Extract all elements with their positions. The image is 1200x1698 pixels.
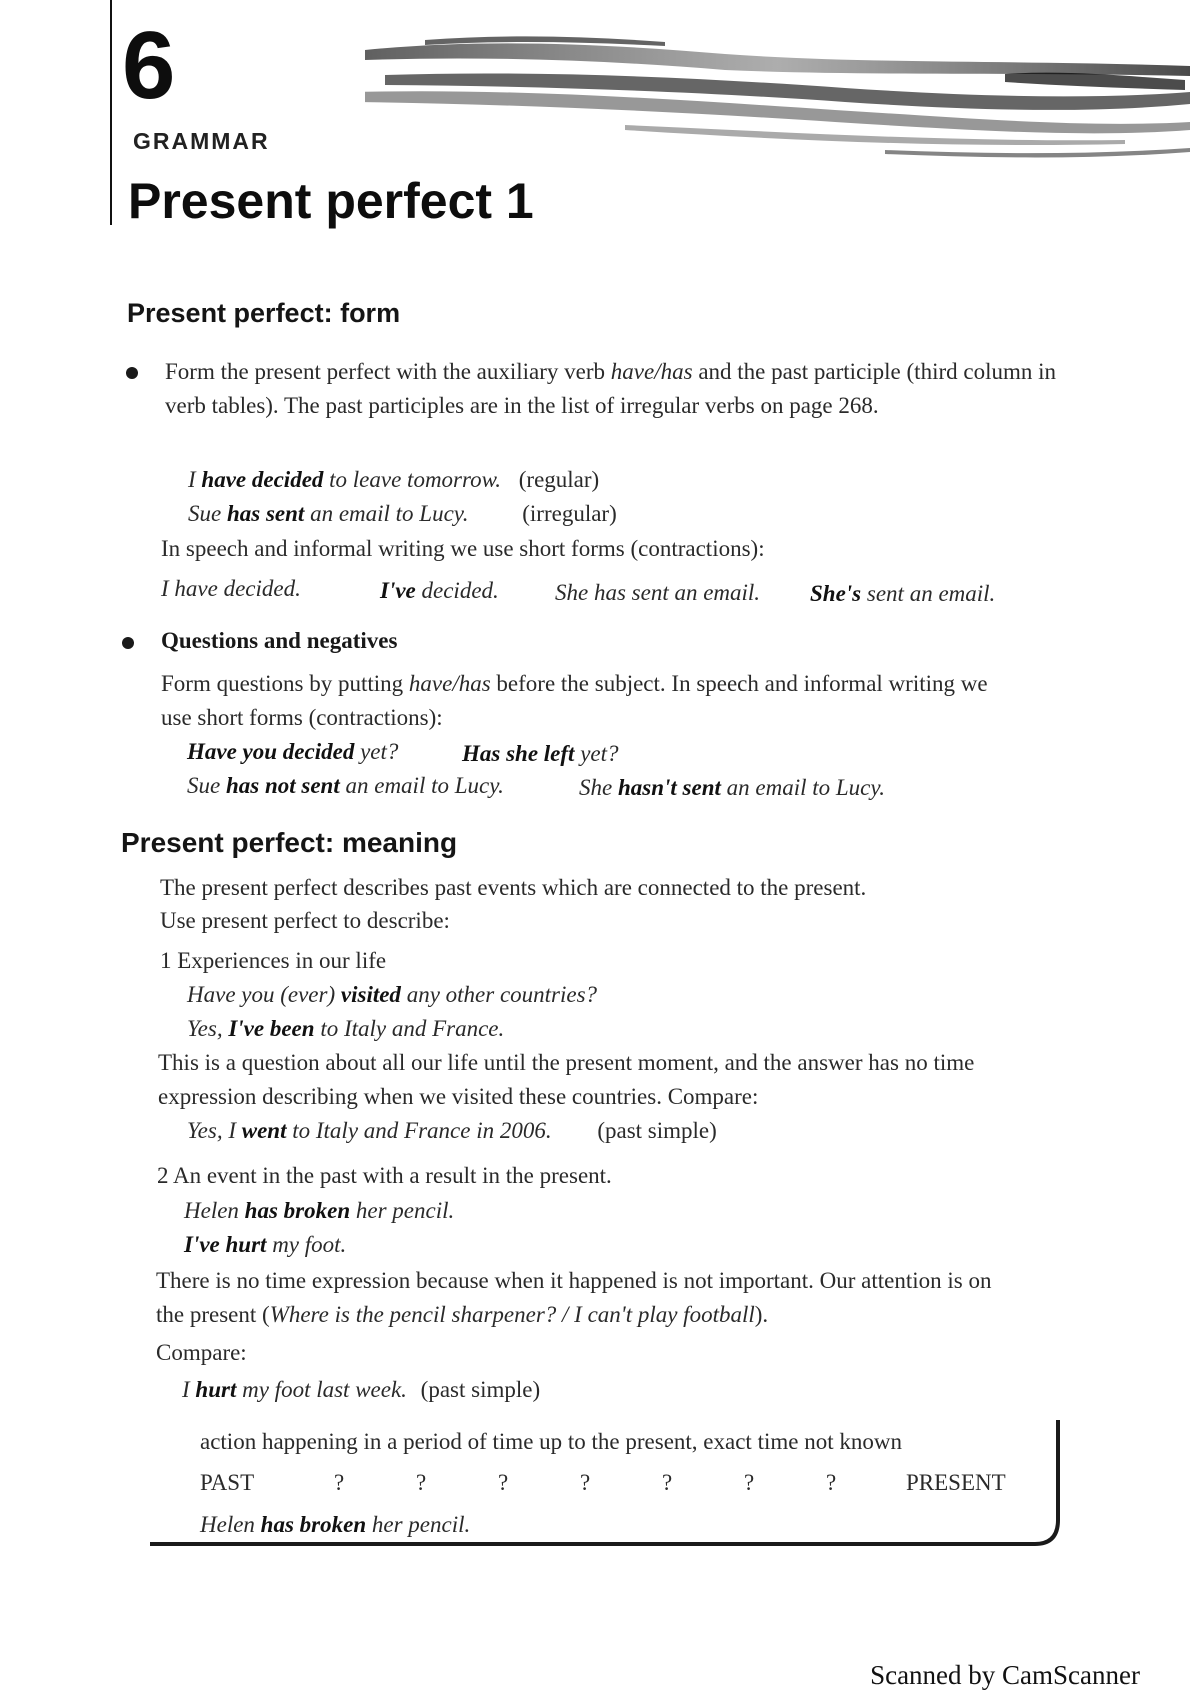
timeline-mark: ? xyxy=(498,1470,509,1495)
questions-heading: Questions and negatives xyxy=(161,628,398,653)
decorative-streaks xyxy=(365,30,1190,160)
compare-label: Compare: xyxy=(156,1340,247,1365)
item2-example-1: Helen has broken her pencil. xyxy=(184,1198,455,1223)
contractions-intro: In speech and informal writing we use short forms (contractions): xyxy=(161,536,765,561)
section-heading-meaning: Present perfect: meaning xyxy=(121,827,458,858)
bullet-form xyxy=(126,367,138,379)
question-example-2: Has she left yet? xyxy=(462,741,619,766)
timeline-mark: ? xyxy=(744,1470,755,1495)
contraction-full-2: She has sent an email. xyxy=(555,580,761,605)
scanner-watermark: Scanned by CamScanner xyxy=(870,1660,1140,1690)
contraction-short-1: I've decided. xyxy=(380,578,499,603)
meaning-item-2: 2 An event in the past with a result in the present. xyxy=(157,1163,612,1188)
item2-compare-example: I hurt my foot last week. (past simple) xyxy=(182,1377,541,1402)
question-example-1: Have you decided yet? xyxy=(187,739,399,764)
contraction-short-2: She's sent an email. xyxy=(810,581,996,606)
item1-compare-example: Yes, I went to Italy and France in 2006. (past simple) xyxy=(187,1118,717,1143)
bullet-questions xyxy=(122,637,134,649)
negative-example-2: She hasn't sent an email to Lucy. xyxy=(579,775,886,800)
example-irregular: Sue has sent an email to Lucy. (irregular) xyxy=(188,501,617,526)
section-kicker: GRAMMAR xyxy=(133,128,270,154)
section-heading-form: Present perfect: form xyxy=(127,298,401,328)
timeline-mark: ? xyxy=(662,1470,673,1495)
contraction-full-1: I have decided. xyxy=(161,576,301,601)
timeline-mark: ? xyxy=(416,1470,427,1495)
item1-example-1: Have you (ever) visited any other countries? xyxy=(187,982,598,1007)
page-title: Present perfect 1 xyxy=(128,173,534,229)
negative-example-1: Sue has not sent an email to Lucy. xyxy=(187,773,504,798)
unit-number: 6 xyxy=(122,12,176,119)
meaning-p2: Use present perfect to describe: xyxy=(160,908,450,933)
timeline-mark: ? xyxy=(334,1470,345,1495)
vertical-rule xyxy=(110,0,112,225)
questions-paragraph: Form questions by putting have/has before the subject. In speech and informal writing we use short forms (contractions): xyxy=(161,671,988,730)
example-regular: I have decided to leave tomorrow. (regular) xyxy=(188,467,600,492)
meaning-p1: The present perfect describes past events which are connected to the present. xyxy=(160,875,867,900)
item2-example-2: I've hurt my foot. xyxy=(184,1232,347,1257)
form-intro-paragraph: Form the present perfect with the auxiliary verb have/has and the past participle (third column in verb tables). The past participles are in the list of irregular verbs on page 268. xyxy=(165,359,1056,418)
timeline-example: Helen has broken her pencil. xyxy=(200,1512,471,1537)
timeline-end: PRESENT xyxy=(906,1470,1006,1495)
timeline-mark: ? xyxy=(580,1470,591,1495)
item1-explanation: This is a question about all our life until the present moment, and the answer has no time expression describing when we visited these countries. Compare: xyxy=(158,1050,975,1109)
meaning-item-1: 1 Experiences in our life xyxy=(160,948,387,973)
item2-explanation: There is no time expression because when it happened is not important. Our attention is on the present (Where is the pencil sharpener? / I can't play football). xyxy=(156,1268,992,1327)
timeline-caption: action happening in a period of time up to the present, exact time not known xyxy=(200,1429,902,1454)
timeline-start: PAST xyxy=(200,1470,255,1495)
timeline-mark: ? xyxy=(826,1470,837,1495)
item1-example-2: Yes, I've been to Italy and France. xyxy=(187,1016,505,1041)
